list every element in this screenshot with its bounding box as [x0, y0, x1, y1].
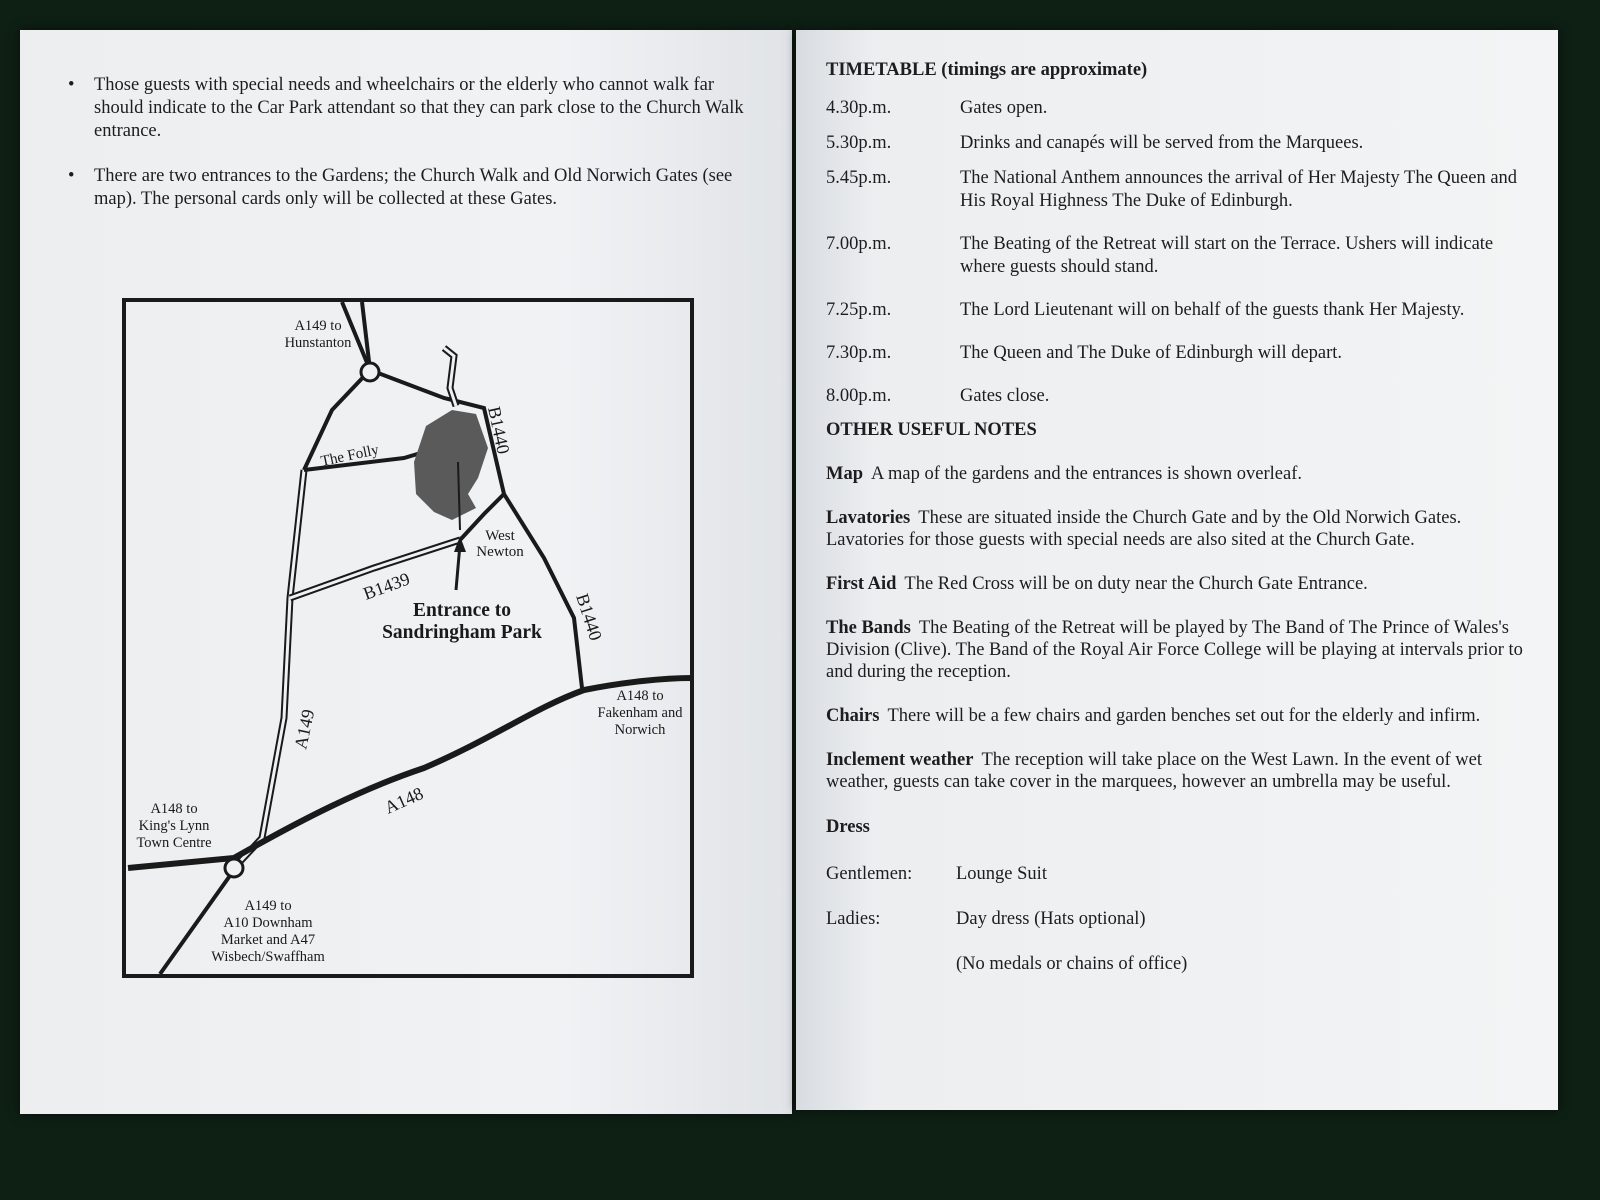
label-b1439: B1439	[360, 568, 413, 604]
timetable-row	[826, 167, 1526, 213]
timetable-row	[826, 97, 1526, 120]
note-chairs	[826, 705, 1526, 727]
timetable-row	[826, 342, 1526, 365]
timetable-time: 8.00p.m.	[826, 386, 892, 406]
note-heading: Chairs	[826, 706, 880, 726]
dress-label	[826, 954, 956, 975]
roundabout-south	[225, 859, 243, 877]
timetable-event: The Lord Lieutenant will on behalf of the guests thank Her Majesty.	[960, 300, 1465, 320]
note-first-aid	[826, 573, 1526, 595]
timetable-time: 5.45p.m.	[826, 168, 892, 188]
timetable-time: 5.30p.m.	[826, 133, 892, 153]
dress-row-ladies	[826, 909, 1526, 930]
label-a149-road: A149	[290, 707, 319, 751]
dress-label: Ladies:	[826, 909, 881, 929]
timetable-event: The Queen and The Duke of Edinburgh will depart.	[960, 343, 1343, 363]
note-text: The Red Cross will be on duty near the Church Gate Entrance.	[904, 574, 1368, 594]
timetable-event: The National Anthem announces the arrival of Her Majesty The Queen and His Royal Highness The Duke of Edinburgh.	[960, 168, 1518, 211]
timetable-event: Gates close.	[960, 386, 1050, 406]
note-text: These are situated inside the Church Gate and by the Old Norwich Gates. Lavatories for those guests with special needs are also sited at the Church Gate.	[826, 508, 1462, 550]
label-b1440-right: B1440	[572, 591, 607, 643]
label-the-folly: The Folly	[319, 442, 381, 470]
dress-title: Dress	[826, 817, 870, 837]
label-a149-hunstanton: A149 to Hunstanton	[284, 318, 352, 351]
label-a148-fakenham: A148 to Fakenham and Norwich	[597, 688, 683, 738]
note-heading: The Bands	[826, 618, 911, 638]
note-text: The Beating of the Retreat will be played by The Band of The Prince of Wales's Division (Clive). The Band of the Royal Air Force College will be playing at intervals prior to and during the reception.	[826, 618, 1523, 682]
timetable-time: 7.00p.m.	[826, 234, 892, 254]
right-page	[796, 30, 1558, 1110]
bullet-entrances: • There are two entrances to the Gardens; the Church Walk and Old Norwich Gates (see map). The personal cards only will be collected at these Gates.	[68, 165, 768, 211]
dress-row-note	[826, 954, 1526, 975]
note-heading: Lavatories	[826, 508, 911, 528]
timetable-time: 4.30p.m.	[826, 98, 892, 118]
timetable-time: 7.30p.m.	[826, 343, 892, 363]
note-map	[826, 463, 1526, 485]
timetable-row	[826, 299, 1526, 322]
timetable-event: Gates open.	[960, 98, 1048, 118]
note-inclement-weather	[826, 749, 1526, 793]
dress-row-gentlemen	[826, 864, 1526, 885]
bullet-special-needs: • Those guests with special needs and wheelchairs or the elderly who cannot walk far should indicate to the Car Park attendant so that they can park close to the Church Walk entrance.	[68, 74, 768, 143]
dress-value: Lounge Suit	[956, 864, 1047, 884]
note-text: There will be a few chairs and garden benches set out for the elderly and infirm.	[887, 706, 1481, 726]
sandringham-map	[104, 298, 704, 1023]
woodland-area	[414, 410, 488, 520]
roundabout-north	[361, 363, 379, 381]
label-entrance: Entrance to Sandringham Park	[382, 600, 542, 643]
dress-value: (No medals or chains of office)	[956, 954, 1188, 974]
note-heading: First Aid	[826, 574, 897, 594]
a149-double-road	[234, 470, 304, 868]
label-a148-road: A148	[381, 783, 427, 818]
note-heading: Inclement weather	[826, 750, 974, 770]
label-a148-kings-lynn: A148 to King's Lynn Town Centre	[136, 801, 212, 851]
notes-title: OTHER USEFUL NOTES	[826, 420, 1037, 440]
timetable-row	[826, 385, 1526, 408]
label-west-newton: West Newton	[476, 528, 524, 560]
label-a149-downham: A149 to A10 Downham Market and A47 Wisbech/Swaffham	[211, 898, 325, 965]
timetable-event: The Beating of the Retreat will start on the Terrace. Ushers will indicate where guests should stand.	[960, 234, 1494, 277]
note-lavatories	[826, 507, 1526, 551]
guest-notes-list	[68, 74, 768, 233]
timetable-time: 7.25p.m.	[826, 300, 892, 320]
note-bands	[826, 617, 1526, 683]
timetable-title: TIMETABLE (timings are approximate)	[826, 60, 1148, 80]
note-heading: Map	[826, 464, 863, 484]
timetable-row	[826, 132, 1526, 155]
note-text: A map of the gardens and the entrances is shown overleaf.	[871, 464, 1303, 484]
dress-label: Gentlemen:	[826, 864, 913, 884]
dress-value: Day dress (Hats optional)	[956, 909, 1146, 929]
timetable-row	[826, 233, 1526, 279]
left-page	[20, 30, 792, 1114]
timetable-event: Drinks and canapés will be served from the Marquees.	[960, 133, 1364, 153]
label-b1440-top: B1440	[484, 404, 514, 456]
timetable-section	[826, 60, 1526, 999]
note-text: The reception will take place on the West Lawn. In the event of wet weather, guests can take cover in the marquees, however an umbrella may be useful.	[826, 750, 1483, 792]
b1440-lower-road	[504, 494, 582, 688]
